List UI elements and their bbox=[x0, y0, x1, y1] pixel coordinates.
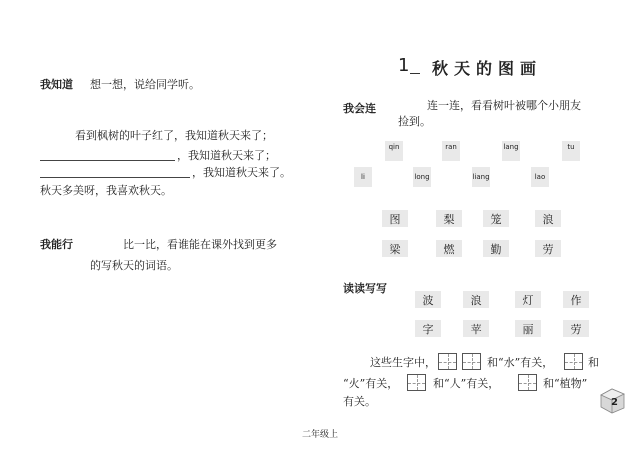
pinyin-tile-li[interactable]: li bbox=[354, 167, 372, 187]
pinyin-tile-liang[interactable]: liang bbox=[472, 167, 490, 187]
char-tile[interactable]: 笼 bbox=[483, 210, 509, 227]
exercise-text-2: 和“水”有关， bbox=[487, 356, 554, 369]
rw-char-tile: 劳 bbox=[563, 320, 589, 337]
char-tile[interactable]: 浪 bbox=[535, 210, 561, 227]
exercise-text-5: 和“人”有关， bbox=[433, 377, 500, 390]
instruction-connect-b: 捡到。 bbox=[398, 115, 431, 128]
char-tile[interactable]: 劳 bbox=[535, 240, 561, 257]
poem-line-2: ，我知道秋天来了； bbox=[177, 149, 276, 162]
exercise-text-1: 这些生字中， bbox=[370, 356, 436, 369]
pinyin-tile-ran[interactable]: ran bbox=[442, 141, 460, 161]
instruction-compare-b: 的写秋天的词语。 bbox=[90, 259, 178, 272]
char-tile[interactable]: 梨 bbox=[436, 210, 462, 227]
pinyin-tile-qin[interactable]: qin bbox=[385, 141, 403, 161]
poem-line-4: 秋天多美呀，我喜欢秋天。 bbox=[40, 184, 172, 197]
section-heading-i-know: 我知道 bbox=[40, 78, 73, 91]
pinyin-tile-long[interactable]: long bbox=[413, 167, 431, 187]
char-tile[interactable]: 勤 bbox=[483, 240, 509, 257]
pinyin-tile-tu[interactable]: tu bbox=[562, 141, 580, 161]
lesson-number: 1 bbox=[398, 55, 410, 76]
section-heading-connect: 我会连 bbox=[343, 102, 376, 115]
lesson-title: 秋天的图画 bbox=[432, 59, 543, 78]
writing-grid-box[interactable] bbox=[462, 353, 481, 370]
char-tile[interactable]: 燃 bbox=[436, 240, 462, 257]
writing-grid-box[interactable] bbox=[407, 374, 426, 391]
pinyin-tile-lang[interactable]: lang bbox=[502, 141, 520, 161]
writing-grid-box[interactable] bbox=[518, 374, 537, 391]
poem-line-1: 看到枫树的叶子红了，我知道秋天来了； bbox=[75, 129, 273, 142]
writing-grid-box[interactable] bbox=[564, 353, 583, 370]
instruction-think: 想一想，说给同学听。 bbox=[90, 78, 200, 91]
rw-char-tile: 作 bbox=[563, 291, 589, 308]
fill-blank-line-2[interactable] bbox=[40, 177, 190, 178]
section-heading-read-write: 读读写写 bbox=[343, 282, 387, 295]
exercise-text-7: 有关。 bbox=[343, 395, 376, 408]
rw-char-tile: 字 bbox=[415, 320, 441, 337]
exercise-text-4: “火”有关， bbox=[343, 377, 399, 390]
footer-grade: 二年级上 bbox=[302, 430, 339, 440]
lesson-number-underline bbox=[410, 73, 420, 74]
poem-line-3: ，我知道秋天来了。 bbox=[192, 166, 291, 179]
writing-grid-box[interactable] bbox=[438, 353, 457, 370]
section-heading-i-can: 我能行 bbox=[40, 238, 73, 251]
instruction-connect-a: 连一连，看看树叶被哪个小朋友 bbox=[427, 99, 581, 112]
page-number: 2 bbox=[611, 397, 618, 408]
instruction-compare-a: 比一比，看谁能在课外找到更多 bbox=[123, 238, 277, 251]
pinyin-tile-lao[interactable]: lao bbox=[531, 167, 549, 187]
char-tile[interactable]: 梁 bbox=[382, 240, 408, 257]
exercise-text-3: 和 bbox=[588, 356, 599, 369]
rw-char-tile: 波 bbox=[415, 291, 441, 308]
rw-char-tile: 浪 bbox=[463, 291, 489, 308]
rw-char-tile: 丽 bbox=[515, 320, 541, 337]
fill-blank-line-1[interactable] bbox=[40, 160, 175, 161]
exercise-text-6: 和“植物” bbox=[543, 377, 588, 390]
char-tile[interactable]: 图 bbox=[382, 210, 408, 227]
rw-char-tile: 灯 bbox=[515, 291, 541, 308]
rw-char-tile: 苹 bbox=[463, 320, 489, 337]
